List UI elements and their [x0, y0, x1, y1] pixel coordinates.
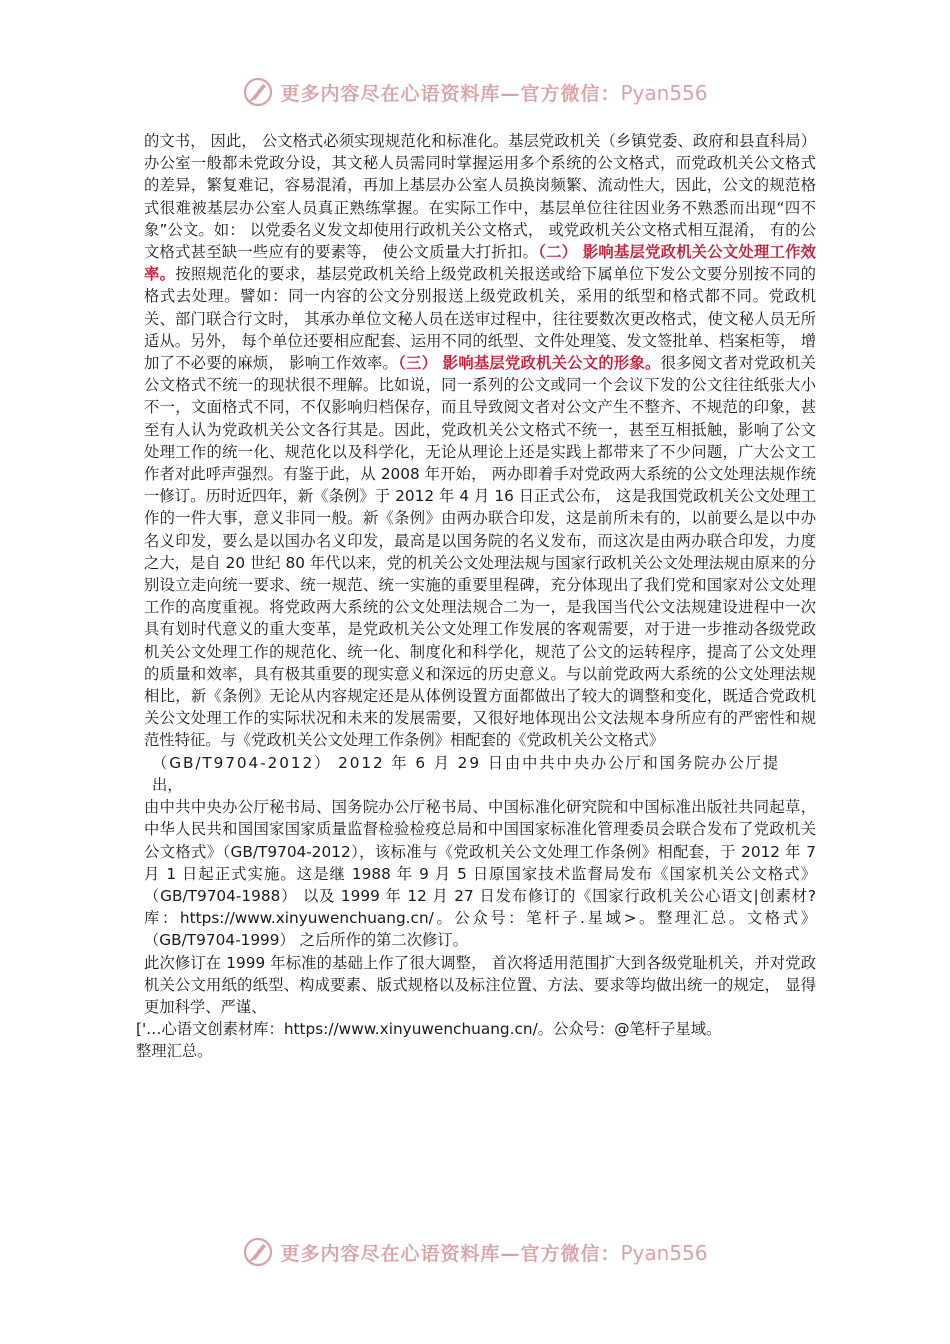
standard-line-2: 出， [152, 775, 183, 794]
standard-line-1: （GB/T9704-2012） 2012 年 6 月 29 日由中共中央办公厅和国务院办公厅提 [152, 753, 781, 772]
paragraph-standard: 由中共中央办公厅秘书局、国务院办公厅秘书局、中国标准化研究院和中国标准出版社共同起草，中华人民共和国国家国家质量监督检验检疫总局和中国国家标准化管理委员会联合发布了党政机关公文格式》（GB/T9704-2012），该标准与《党政机关公文处理工作条例》相配套，于 2012 年 7 月 1 日起正式实施。这是继 1988 年 9 月 5 日原国家技术监督局发布《国家机关公文格式》（GB/T9704-1988） 以及 1999 年 12 月 27 日发布修订的《国家行政机关公心语文|创素材?库：https://www.xinyuwenchuang.cn/。公众号：笔杆子.星域>。整理汇总。文格式》（GB/T9704-1999） 之后所作的第二次修订。 [144, 798, 816, 950]
banner-handle: Pyan556 [620, 80, 708, 105]
banner-handle: Pyan556 [620, 1240, 708, 1265]
paragraph-main [144, 130, 816, 752]
source-note-end: 整理汇总。 [136, 1042, 213, 1061]
paragraph-text-3: 很多阅文者对党政机关公文格式不统一的现状很不理解。比如说，同一系列的公文或同一个会议下发的公文往往纸张大小不一，文面格式不同，不仅影响归档保存，而且导致阅文者对公文产生不整齐、不规范的印象，甚至有人认为党政机关公文各行其是。因此，党政机关公文格式不统一，甚至互相抵触，影响了公文处理工作的统一化、规范化以及科学化，无论从理论上还是实践上都带来了不少问题，广大公文工作者对此呼声强烈。有鉴于此，从 2008 年开始， 两办即着手对党政两大系统的公文处理法规作统一修订。历时近四年，新《条例》于 2012 年 4 月 16 日正式公布， 这是我国党政机关公文处理工作的一件大事，意义非同一般。新《条例》由两办联合印发，这是前所未有的，以前要么是以中办名义印发，要么是以国办名义印发，最高是以国务院的名义发布，而这次是由两办联合印发，力度之大，是自 20 世纪 80 年代以来，党的机关公文处理法规与国家行政机关公文处理法规由原来的分别设立走向统一要求、统一规范、统一实施的重要里程碑，充分体现出了我们党和国家对公文处理工作的高度重视。将党政两大系统的公文处理法规合二为一，是我国当代公文法规建设进程中一次具有划时代意义的重大变革，是党政机关公文处理工作发展的客观需要，对于进一步推动各级党政机关公文处理工作的规范化、统一化、制度化和科学化，规范了公文的运转程序，提高了公文处理的质量和效率，具有极其重要的现实意义和深远的历史意义。与以前党政两大系统的公文处理法规相比，新《条例》无论从内容规定还是从体例设置方面都做出了较大的调整和变化，既适合党政机关公文处理工作的实际状况和未来的发展需要，又很好地体现出公文法规本身所应有的严密性和规范性特征。与《党政机关公文处理工作条例》相配套的《党政机关公文格式》 [144, 354, 816, 750]
quill-logo-icon [242, 1236, 274, 1268]
subheading-3: （三） 影响基层党政机关公文的形象。 [398, 354, 661, 373]
source-note-line: ['…心语文创素材库：https://www.xinyuwenchuang.cn/。公众号：@笔杆子星域。 [136, 1020, 722, 1039]
paragraph-text-2: 按照规范化的要求，基层党政机关给上级党政机关报送或给下属单位下发公文要分别按不同的格式去处理。譬如：同一内容的公文分别报送上级党政机关，采用的纸型和格式都不同。党政机关、部门联合行文时， 其承办单位文秘人员在送审过程中，往往要数次更改格式，使文秘人员无所适从。另外， 每个单位还要相应配套、运用不同的纸型、文件处理笺、发文签批单、档案柜等， 增加了不必要的麻烦， 影响工作效率。 [144, 265, 816, 373]
banner-text: 更多内容尽在心语资料库—官方微信：Pyan556 [280, 80, 708, 105]
paragraph-revision: 此次修订在 1999 年标准的基础上作了很大调整， 首次将适用范围扩大到各级党耻机关，并对党政机关公文用纸的纸型、构成要素、版式规格以及标注位置、方法、要求等均做出统一的规定， 显得更加科学、严谨、 [144, 953, 816, 1016]
paragraph-text-1: 的文书， 因此， 公文格式必须实现规范化和标准化。基层党政机关（乡镇党委、政府和县直科局）办公室一般都未党政分设，其文秘人员需同时掌握运用多个系统的公文格式，而党政机关公文格式的差异，繁复难记，容易混淆，再加上基层办公室人员换岗频繁、流动性大，因此，公文的规范格式很难被基层办公室人员真正熟练掌握。在实际工作中，基层单位往往因业务不熟悉而出现“四不象”公文。如： 以党委名义发文却使用行政机关公文格式， 或党政机关公文格式相互混淆， 有的公文格式甚至缺一些应有的要素等， 使公文质量大打折扣。 [144, 132, 816, 262]
watermark-banner-bottom [0, 1232, 950, 1272]
source-note [136, 1018, 824, 1062]
document-body [136, 130, 816, 1063]
banner-text: 更多内容尽在心语资料库—官方微信：Pyan556 [280, 1240, 708, 1265]
subheading-2: （二） 影响基层党政机关公文处理工作效率。 [144, 243, 816, 284]
quill-logo-icon [242, 76, 274, 108]
watermark-banner-top [0, 72, 950, 112]
